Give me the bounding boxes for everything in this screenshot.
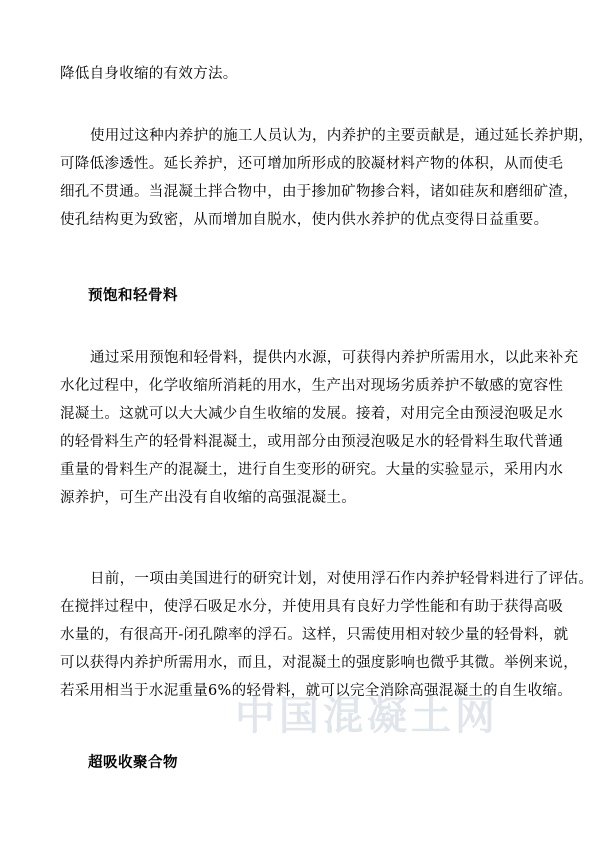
text-line: 水量的，有很高开-闭孔隙率的浮石。这样，只需使用相对较少量的轻骨料，就 xyxy=(60,627,569,643)
text-line: 在搅拌过程中，使浮石吸足水分，并使用具有良好力学性能和有助于获得高吸 xyxy=(60,599,564,615)
text-line: 的轻骨料生产的轻骨料混凝土，或用部分由预浸泡吸足水的轻骨料生取代普通 xyxy=(60,434,564,450)
text-line: 细孔不贯通。当混凝土拌合物中，由于掺加矿物掺合料，诸如硅灰和磨细矿渣， xyxy=(60,184,578,200)
text-line: 使孔结构更为致密，从而增加自脱水，使内供水养护的优点变得日益重要。 xyxy=(60,212,549,228)
text-line: 源养护，可生产出没有自收缩的高强混凝土。 xyxy=(60,490,356,506)
section-heading-superabsorbent-polymer: 超吸收聚合物 xyxy=(88,754,178,771)
text-line: 混凝土。这就可以大大减少自生收缩的发展。接着，对用完全由预浸泡吸足水 xyxy=(60,406,564,422)
text-line: 通过采用预饱和轻骨料，提供内水源，可获得内养护所需用水，以此来补充 xyxy=(90,350,579,366)
paragraph-internal-curing xyxy=(60,122,594,234)
text-line: 水化过程中，化学收缩所消耗的用水，生产出对现场劣质养护不敏感的宽容性 xyxy=(60,378,564,394)
text-line: 可降低渗透性。延长养护，还可增加所形成的胶凝材料产物的体积，从而使毛 xyxy=(60,156,564,172)
text-line: 日前，一项由美国进行的研究计划，对使用浮石作内养护轻骨料进行了评估。 xyxy=(90,571,594,587)
text-line: 降低自身收缩的有效方法。 xyxy=(60,66,238,82)
site-watermark: 中国混凝土网 xyxy=(235,693,499,739)
text-line: 可以获得内养护所需用水，而且，对混凝土的强度影响也微乎其微。举例来说， xyxy=(60,655,578,671)
text-line: 若采用相当于水泥重量6%的轻骨料，就可以完全消除高强混凝土的自生收缩。 xyxy=(60,683,572,699)
paragraph-pumice-study xyxy=(60,565,594,705)
text-line: 使用过这种内养护的施工人员认为，内养护的主要贡献是，通过延长养护期， xyxy=(90,128,594,144)
paragraph-intro-tail xyxy=(60,60,552,88)
section-heading-presaturated-lwa: 预饱和轻骨料 xyxy=(88,287,178,304)
paragraph-presaturated-lwa xyxy=(60,344,579,512)
text-line: 重量的骨料生产的混凝土，进行自生变形的研究。大量的实验显示，采用内水 xyxy=(60,462,564,478)
